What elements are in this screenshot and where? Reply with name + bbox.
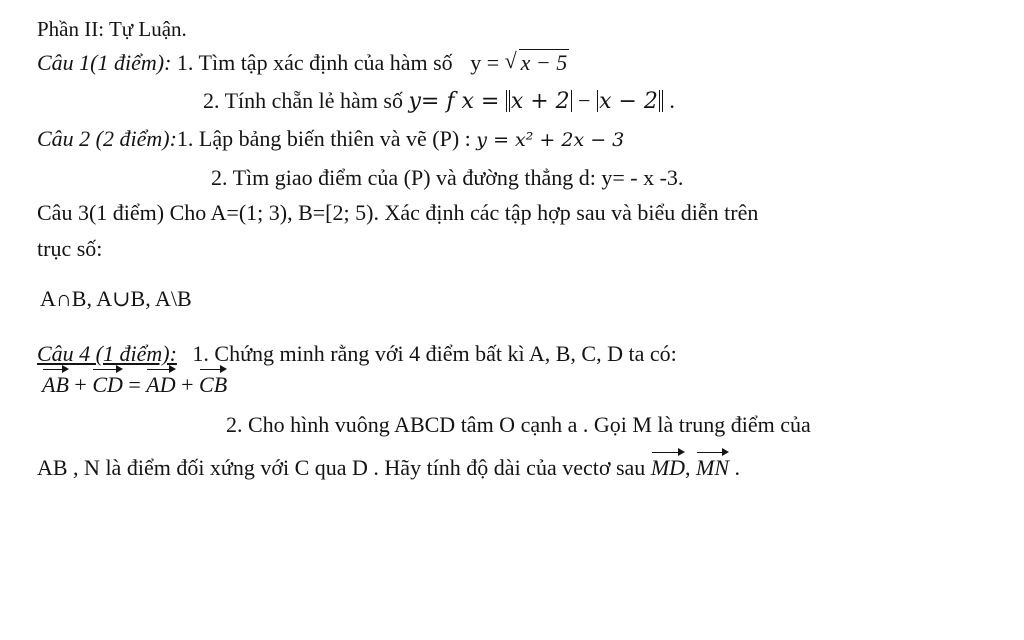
- q1-item1-formula: [470, 50, 569, 75]
- vector-ab: AB: [42, 372, 69, 397]
- q3-line1: Câu 3(1 điểm) Cho A=(1; 3), B=[2; 5). Xác định các tập hợp sau và biểu diễn trên: [37, 200, 759, 225]
- vector-mn: MN: [696, 455, 730, 480]
- q1-line1: [37, 50, 569, 76]
- q1-radicand: x − 5: [520, 50, 568, 75]
- q1-item2-text: 2. Tính chẵn lẻ hàm số: [203, 88, 403, 113]
- q2-label: Câu 2 (2 điểm):: [37, 126, 177, 151]
- q2-item1-text: 1. Lập bảng biến thiên và vẽ (P) :: [176, 126, 471, 151]
- plus-sign: +: [181, 372, 194, 397]
- q1-line2: [203, 88, 675, 115]
- vector-md: MD: [650, 455, 686, 480]
- equals-sign: =: [128, 372, 141, 397]
- q4-line1: [37, 341, 677, 367]
- q2-line1: [37, 126, 624, 153]
- q4-label: Câu 4 (1 điểm):: [37, 341, 177, 366]
- sqrt-symbol: √ x − 5: [504, 48, 568, 75]
- q4-item1-text: 1. Chứng minh rằng với 4 điểm bất kì A, B, C, D ta có:: [192, 341, 677, 366]
- q4-item2-line1: 2. Cho hình vuông ABCD tâm O cạnh a . Gọi M là trung điểm của: [226, 412, 811, 437]
- q2-line2: 2. Tìm giao điểm của (P) và đường thẳng d: y= - x -3.: [211, 165, 684, 190]
- plus-sign: +: [74, 372, 87, 397]
- q1-label: Câu 1(1 điểm):: [37, 50, 172, 75]
- period: .: [734, 455, 741, 480]
- section-title: Phần II: Tự Luận.: [37, 17, 187, 41]
- q3-sets: A∩B, A∪B, A\B: [40, 286, 192, 311]
- vector-cb: CB: [199, 372, 228, 397]
- vector-ad: AD: [146, 372, 176, 397]
- q1-item2-lhs: y= f x =: [408, 89, 500, 114]
- q1-item2-end: .: [669, 88, 675, 113]
- comma: ,: [685, 455, 691, 480]
- q1-item2-inner2: x − 2: [599, 89, 658, 114]
- q3-line2: trục số:: [37, 236, 103, 261]
- q4-item2-line2: [37, 455, 740, 481]
- q2-item1-formula: y = x² + 2x − 3: [476, 129, 625, 151]
- q1-item1-lhs: y =: [470, 50, 500, 75]
- q4-vector-equation: [42, 372, 227, 398]
- q1-item2-inner1: x + 2: [510, 89, 570, 114]
- q4-item2-text: AB , N là điểm đối xứng với C qua D . Hãy tính độ dài của vectơ sau: [37, 455, 646, 480]
- vector-cd: CD: [92, 372, 123, 397]
- q1-item1-text: 1. Tìm tập xác định của hàm số: [176, 50, 453, 75]
- q1-item2-minus: −: [578, 88, 591, 113]
